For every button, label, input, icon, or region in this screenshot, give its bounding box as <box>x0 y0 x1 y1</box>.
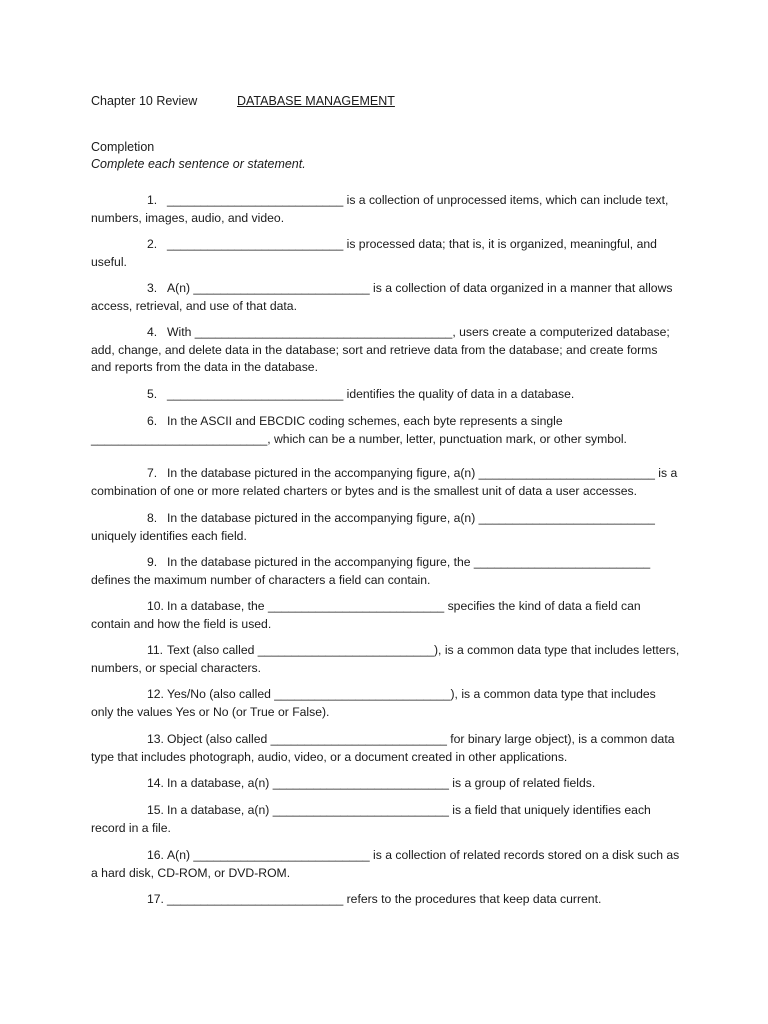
question-number: 7. <box>147 466 158 480</box>
question-text: In the database pictured in the accompanying figure, a(n) __________________________ uniquely identifies each field. <box>91 511 655 543</box>
question-number: 5. <box>147 387 158 401</box>
question-15 <box>91 802 681 837</box>
question-text: __________________________ refers to the procedures that keep data current. <box>167 892 602 906</box>
question-number: 13. <box>147 732 164 746</box>
question-12 <box>91 686 681 721</box>
question-number: 15. <box>147 803 164 817</box>
question-number: 6. <box>147 414 158 428</box>
question-7 <box>91 465 681 500</box>
question-number: 16. <box>147 848 164 862</box>
question-text: In a database, a(n) __________________________ is a group of related fields. <box>167 776 596 790</box>
question-11 <box>91 642 681 677</box>
question-14 <box>91 775 681 793</box>
question-number: 12. <box>147 687 164 701</box>
question-16 <box>91 847 681 882</box>
question-1 <box>91 192 681 227</box>
header <box>91 94 395 108</box>
question-number: 14. <box>147 776 164 790</box>
question-text: With ______________________________________, users create a computerized database; add, change, and delete data in the database; sort and retrieve data from the database; and create forms and reports from the data in the database. <box>91 325 670 374</box>
question-text: Text (also called __________________________), is a common data type that includes letters, numbers, or special characters. <box>91 643 680 675</box>
question-number: 4. <box>147 325 158 339</box>
question-text: __________________________ is processed data; that is, it is organized, meaningful, and useful. <box>91 237 657 269</box>
question-4 <box>91 324 681 377</box>
section-instruction: Complete each sentence or statement. <box>91 157 306 171</box>
question-8 <box>91 510 681 545</box>
question-text: A(n) __________________________ is a collection of related records stored on a disk such as a hard disk, CD-ROM, or DVD-ROM. <box>91 848 680 880</box>
document-title: DATABASE MANAGEMENT <box>237 94 395 108</box>
question-text: In the database pictured in the accompanying figure, a(n) __________________________ is a combination of one or more related charters or bytes and is the smallest unit of data a user accesses. <box>91 466 678 498</box>
question-text: __________________________ identifies the quality of data in a database. <box>167 387 575 401</box>
question-number: 9. <box>147 555 158 569</box>
question-text: In the database pictured in the accompanying figure, the __________________________ defines the maximum number of characters a field can contain. <box>91 555 651 587</box>
question-number: 8. <box>147 511 158 525</box>
question-number: 2. <box>147 237 158 251</box>
question-text: In a database, the __________________________ specifies the kind of data a field can contain and how the field is used. <box>91 599 641 631</box>
question-17 <box>91 891 681 909</box>
question-13 <box>91 731 681 766</box>
question-text: In a database, a(n) __________________________ is a field that uniquely identifies each record in a file. <box>91 803 651 835</box>
question-number: 11. <box>147 643 164 657</box>
question-number: 10. <box>147 599 164 613</box>
question-number: 1. <box>147 193 158 207</box>
question-number: 3. <box>147 281 158 295</box>
chapter-label: Chapter 10 Review <box>91 94 198 108</box>
question-2 <box>91 236 681 271</box>
question-text: Object (also called __________________________ for binary large object), is a common data type that includes photograph, audio, video, or a document created in other applications. <box>91 732 675 764</box>
question-9 <box>91 554 681 589</box>
section-heading: Completion <box>91 140 155 154</box>
question-6 <box>91 413 681 448</box>
question-text: In the ASCII and EBCDIC coding schemes, each byte represents a single __________________________, which can be a number, letter, punctuation mark, or other symbol. <box>91 414 627 446</box>
question-5 <box>91 386 681 404</box>
question-10 <box>91 598 681 633</box>
question-text: A(n) __________________________ is a collection of data organized in a manner that allows access, retrieval, and use of that data. <box>91 281 673 313</box>
question-text: __________________________ is a collection of unprocessed items, which can include text, numbers, images, audio, and video. <box>91 193 669 225</box>
question-number: 17. <box>147 892 164 906</box>
question-3 <box>91 280 681 315</box>
question-text: Yes/No (also called __________________________), is a common data type that includes only the values Yes or No (or True or False). <box>91 687 656 719</box>
